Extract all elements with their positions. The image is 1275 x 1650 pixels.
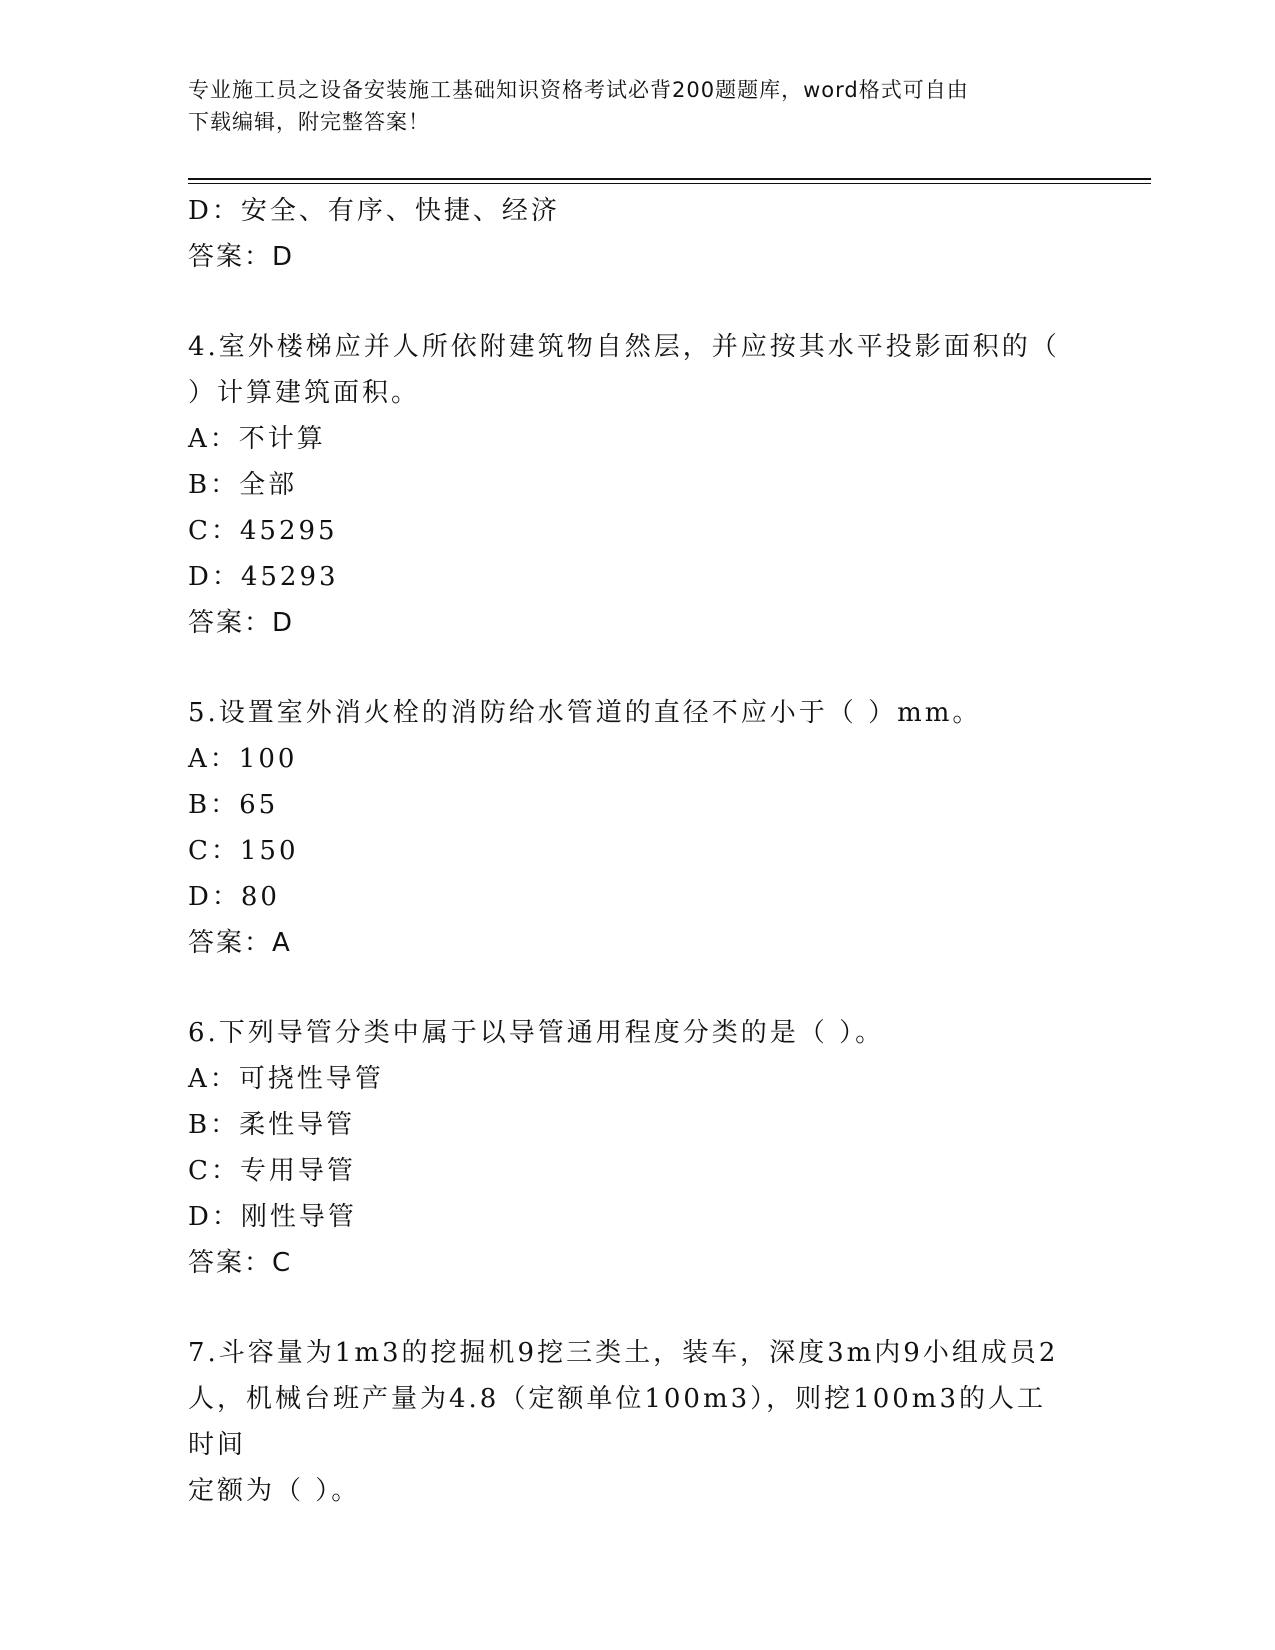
option-c: C：45295 (188, 516, 338, 546)
option-b: B：65 (188, 790, 279, 820)
option-c: C：专用导管 (188, 1156, 356, 1186)
header-line-1: 专业施工员之设备安装施工基础知识资格考试必背200题题库，word格式可自由 (188, 78, 969, 102)
question-block-prev (188, 188, 1068, 280)
option-a: A：100 (188, 744, 298, 774)
question-stem: 6.下列导管分类中属于以导管通用程度分类的是（ ）。 (188, 1018, 885, 1048)
header-divider-thick (188, 178, 1151, 180)
option-d: D：安全、有序、快捷、经济 (188, 196, 560, 226)
option-d: D：刚性导管 (188, 1202, 357, 1232)
answer-line: 答案：D (188, 608, 295, 638)
question-stem: 7.斗容量为1m3的挖掘机9挖三类土，装车，深度3m内9小组成员2 (188, 1338, 1059, 1368)
spacer (188, 1286, 1068, 1330)
document-header (188, 74, 1068, 138)
question-stem-cont: ）计算建筑面积。 (188, 378, 421, 408)
header-divider-thin (188, 183, 1151, 184)
answer-line: 答案：C (188, 1248, 293, 1278)
option-a: A：可挠性导管 (188, 1064, 384, 1094)
question-block-7 (188, 1330, 1068, 1514)
option-d: D：45293 (188, 562, 339, 592)
spacer (188, 966, 1068, 1010)
question-stem-cont: 定额为（ ）。 (188, 1476, 361, 1506)
answer-line: 答案：A (188, 928, 292, 958)
header-line-2: 下载编辑，附完整答案！ (188, 110, 430, 134)
document-body (188, 188, 1068, 1514)
question-stem: 5.设置室外消火栓的消防给水管道的直径不应小于（ ）mm。 (188, 698, 982, 728)
question-block-6 (188, 1010, 1068, 1286)
option-b: B：全部 (188, 470, 298, 500)
answer-line: 答案：D (188, 242, 295, 272)
option-d: D：80 (188, 882, 280, 912)
spacer (188, 280, 1068, 324)
question-block-4 (188, 324, 1068, 646)
option-b: B：柔性导管 (188, 1110, 356, 1140)
option-c: C：150 (188, 836, 299, 866)
question-block-5 (188, 690, 1068, 966)
question-stem-cont: 人，机械台班产量为4.8（定额单位100m3），则挖100m3的人工时间 (188, 1384, 1046, 1460)
option-a: A：不计算 (188, 424, 326, 454)
question-stem: 4.室外楼梯应并人所依附建筑物自然层，并应按其水平投影面积的（ (188, 332, 1060, 362)
spacer (188, 646, 1068, 690)
